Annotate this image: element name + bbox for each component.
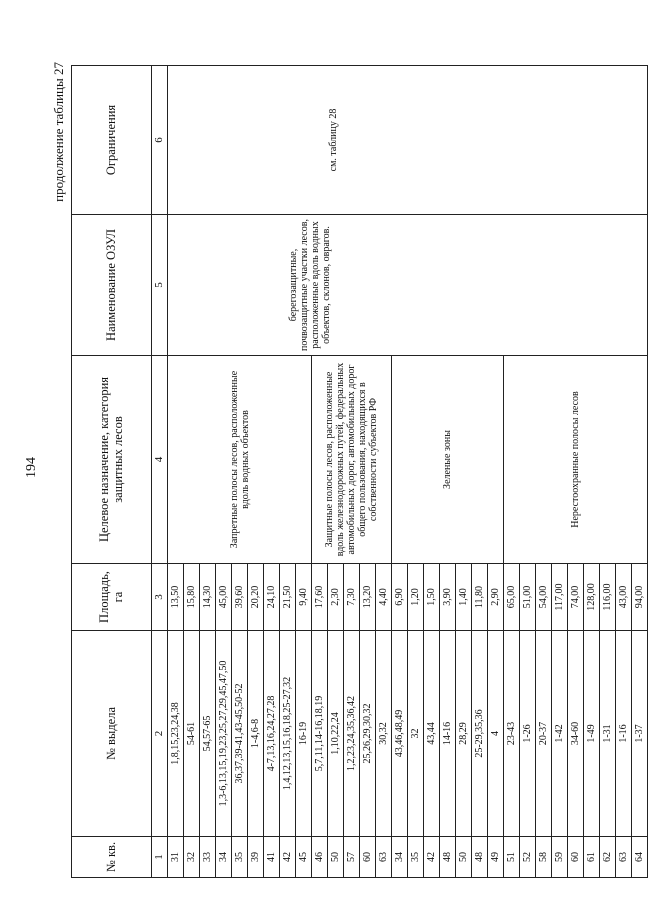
vydel-cell: 14-16	[440, 631, 456, 837]
kv-cell: 50	[328, 837, 344, 878]
kv-cell: 39	[248, 837, 264, 878]
kv-cell: 62	[600, 837, 616, 878]
kv-cell: 48	[440, 837, 456, 878]
area-cell: 43,00	[616, 564, 632, 631]
area-cell: 15,80	[184, 564, 200, 631]
area-cell: 21,50	[280, 564, 296, 631]
kv-cell: 33	[200, 837, 216, 878]
vydel-cell: 4	[488, 631, 504, 837]
header-purpose: Целевое назначение, категория защитных лесов	[72, 356, 152, 564]
document-page	[24, 62, 645, 878]
column-number-row	[152, 66, 168, 878]
vydel-cell: 1,10,22,24	[328, 631, 344, 837]
restrictions-cell: см. таблицу 28	[168, 66, 648, 215]
kv-cell: 42	[280, 837, 296, 878]
kv-cell: 48	[472, 837, 488, 878]
vydel-cell: 32	[408, 631, 424, 837]
kv-cell: 41	[264, 837, 280, 878]
area-cell: 24,10	[264, 564, 280, 631]
column-number: 3	[152, 564, 168, 631]
vydel-cell: 1-4,6-8	[248, 631, 264, 837]
vydel-cell: 1,3-6,13,15,19,23,25,27,29,45,47,50	[216, 631, 232, 837]
kv-cell: 63	[376, 837, 392, 878]
kv-cell: 52	[520, 837, 536, 878]
kv-cell: 35	[232, 837, 248, 878]
area-cell: 1,40	[456, 564, 472, 631]
area-cell: 11,80	[472, 564, 488, 631]
area-cell: 117,00	[552, 564, 568, 631]
area-cell: 17,60	[312, 564, 328, 631]
kv-cell: 59	[552, 837, 568, 878]
area-cell: 13,20	[360, 564, 376, 631]
area-cell: 39,60	[232, 564, 248, 631]
kv-cell: 34	[216, 837, 232, 878]
kv-cell: 32	[184, 837, 200, 878]
area-cell: 2,90	[488, 564, 504, 631]
kv-cell: 61	[584, 837, 600, 878]
vydel-cell: 1-49	[584, 631, 600, 837]
vydel-cell: 1,2,23,24,35,36,42	[344, 631, 360, 837]
header-ozul: Наименование ОЗУЛ	[72, 215, 152, 356]
kv-cell: 46	[312, 837, 328, 878]
header-restrictions: Ограничения	[72, 66, 152, 215]
column-number: 5	[152, 215, 168, 356]
vydel-cell: 1,4,12,13,15,16,18,25-27,32	[280, 631, 296, 837]
table-row	[168, 66, 184, 878]
vydel-cell: 36,37,39-41,43-45,50-52	[232, 631, 248, 837]
kv-cell: 63	[616, 837, 632, 878]
header-kv: № кв.	[72, 837, 152, 878]
kv-cell: 31	[168, 837, 184, 878]
vydel-cell: 16-19	[296, 631, 312, 837]
vydel-cell: 30,32	[376, 631, 392, 837]
category-cell: Запретные полосы лесов, расположенные вдоль водных объектов	[168, 356, 312, 564]
vydel-cell: 1-16	[616, 631, 632, 837]
vydel-cell: 1-31	[600, 631, 616, 837]
category-cell: Нерестоохранные полосы лесов	[504, 356, 648, 564]
vydel-cell: 25,26,29,30,32	[360, 631, 376, 837]
vydel-cell: 1,8,15,23,24,38	[168, 631, 184, 837]
forest-table	[71, 65, 648, 878]
vydel-cell: 54-61	[184, 631, 200, 837]
area-cell: 14,30	[200, 564, 216, 631]
vydel-cell: 1-42	[552, 631, 568, 837]
area-cell: 13,50	[168, 564, 184, 631]
area-cell: 128,00	[584, 564, 600, 631]
area-cell: 54,00	[536, 564, 552, 631]
area-cell: 4,40	[376, 564, 392, 631]
vydel-cell: 54,57-65	[200, 631, 216, 837]
vydel-cell: 1-37	[632, 631, 648, 837]
area-cell: 1,50	[424, 564, 440, 631]
area-cell: 51,00	[520, 564, 536, 631]
area-cell: 94,00	[632, 564, 648, 631]
kv-cell: 35	[408, 837, 424, 878]
kv-cell: 58	[536, 837, 552, 878]
vydel-cell: 1-26	[520, 631, 536, 837]
vydel-cell: 23-43	[504, 631, 520, 837]
column-number: 6	[152, 66, 168, 215]
area-cell: 45,00	[216, 564, 232, 631]
area-cell: 7,30	[344, 564, 360, 631]
kv-cell: 60	[568, 837, 584, 878]
vydel-cell: 4-7,13,16,24,27,28	[264, 631, 280, 837]
kv-cell: 51	[504, 837, 520, 878]
kv-cell: 64	[632, 837, 648, 878]
vydel-cell: 34-60	[568, 631, 584, 837]
page-number: 194	[24, 457, 39, 478]
kv-cell: 50	[456, 837, 472, 878]
header-area: Площадь, га	[72, 564, 152, 631]
category-cell: Зеленые зоны	[392, 356, 504, 564]
vydel-cell: 28,29	[456, 631, 472, 837]
continuation-caption: продолжение таблицы 27	[51, 62, 66, 202]
table-body	[152, 66, 648, 878]
area-cell: 6,90	[392, 564, 408, 631]
area-cell: 3,90	[440, 564, 456, 631]
ozul-cell: берегозащитные, почвозащитные участки лесов, расположенные вдоль водных объектов, склонов, оврагов.	[168, 215, 648, 356]
category-cell: Защитные полосы лесов, расположенные вдоль железнодорожных путей, федеральных автомобильных дорог, автомобильных дорог общего пользования, находящихся в собственности субъектов РФ	[312, 356, 392, 564]
header-vydel: № выдела	[72, 631, 152, 837]
area-cell: 65,00	[504, 564, 520, 631]
kv-cell: 57	[344, 837, 360, 878]
kv-cell: 34	[392, 837, 408, 878]
area-cell: 2,30	[328, 564, 344, 631]
vydel-cell: 25-29,35,36	[472, 631, 488, 837]
vydel-cell: 43,44	[424, 631, 440, 837]
kv-cell: 45	[296, 837, 312, 878]
vydel-cell: 20-37	[536, 631, 552, 837]
kv-cell: 42	[424, 837, 440, 878]
area-cell: 1,20	[408, 564, 424, 631]
area-cell: 20,20	[248, 564, 264, 631]
vydel-cell: 5,7,11,14-16,18,19	[312, 631, 328, 837]
vydel-cell: 43,46,48,49	[392, 631, 408, 837]
column-number: 4	[152, 356, 168, 564]
kv-cell: 60	[360, 837, 376, 878]
area-cell: 9,40	[296, 564, 312, 631]
kv-cell: 49	[488, 837, 504, 878]
area-cell: 116,00	[600, 564, 616, 631]
area-cell: 74,00	[568, 564, 584, 631]
column-number: 1	[152, 837, 168, 878]
column-number: 2	[152, 631, 168, 837]
